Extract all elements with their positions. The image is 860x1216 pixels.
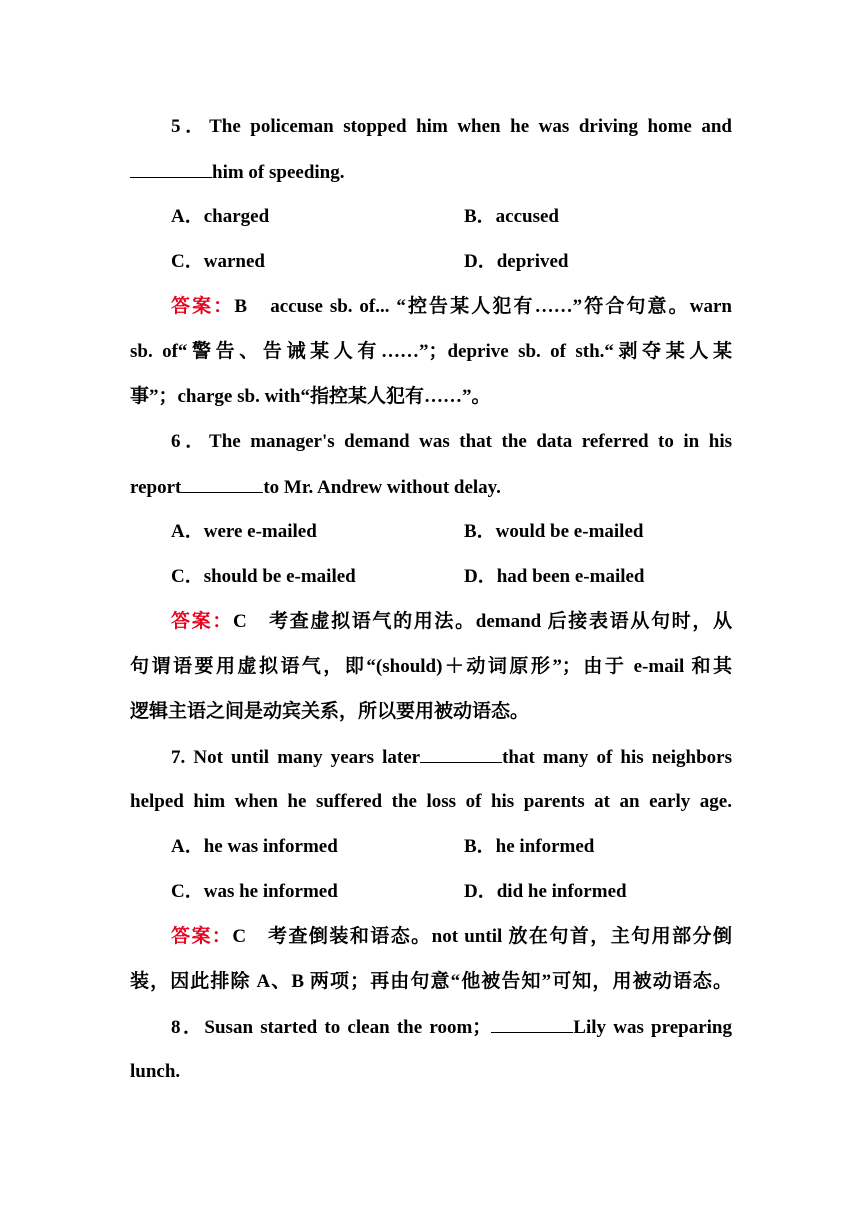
question-5-answer-line-2: sb. of“警告、告诫某人有……”；deprive sb. of sth.“剥夺某人某	[130, 341, 732, 362]
answer-blank	[130, 159, 212, 178]
question-7-option-c: C．was he informed	[171, 881, 338, 902]
question-5-option-d: D．deprived	[464, 251, 569, 272]
question-5-answer-line-3: 事”；charge sb. with“指控某人犯有……”。	[130, 386, 491, 407]
question-7-answer-line-2: 装，因此排除 A、B 两项；再由句意“他被告知”可知，用被动语态。	[130, 971, 732, 992]
question-7-option-d: D．did he informed	[464, 881, 627, 902]
question-7-stem-line-2: helped him when he suffered the loss of his parents at an early age.	[130, 791, 732, 812]
question-7-option-b: B．he informed	[464, 836, 595, 857]
answer-blank	[181, 474, 263, 493]
question-8-stem-line-1: 8．Susan started to clean the room； Lily was preparing	[171, 1014, 732, 1041]
question-6-option-d: D．had been e-mailed	[464, 566, 645, 587]
question-7-option-a: A．he was informed	[171, 836, 338, 857]
question-5-option-b: B．accused	[464, 206, 560, 227]
question-7-stem-line-1: 7. Not until many years later that many of his neighbors	[171, 744, 732, 771]
answer-blank	[420, 744, 502, 763]
question-6-stem-line-1: 6．The manager's demand was that the data referred to in his	[171, 431, 732, 452]
answer-blank	[491, 1014, 573, 1033]
question-6-answer-line-2: 句谓语要用虚拟语气，即“(should)＋动词原形”；由于 e-mail 和其	[130, 656, 732, 677]
question-6-option-b: B．would be e-mailed	[464, 521, 644, 542]
question-5-answer-line-1: 答案：B accuse sb. of... “控告某人犯有……”符合句意。warn	[171, 296, 732, 317]
question-6-option-a: A．were e-mailed	[171, 521, 317, 542]
question-5-option-a: A．charged	[171, 206, 270, 227]
question-7-answer-line-1: 答案：C 考查倒装和语态。not until 放在句首，主句用部分倒	[171, 926, 732, 947]
question-8-stem-line-2: lunch.	[130, 1061, 181, 1082]
question-5-stem-line-1: 5．The policeman stopped him when he was driving home and	[171, 116, 732, 137]
question-5-stem-line-2: him of speeding.	[130, 159, 732, 186]
question-6-answer-line-1: 答案：C 考查虚拟语气的用法。demand 后接表语从句时，从	[171, 611, 732, 632]
question-5-option-c: C．warned	[171, 251, 265, 272]
question-6-option-c: C．should be e-mailed	[171, 566, 356, 587]
answer-label: 答案：	[171, 611, 234, 632]
question-6-answer-line-3: 逻辑主语之间是动宾关系，所以要用被动语态。	[130, 701, 530, 722]
question-6-stem-line-2: report to Mr. Andrew without delay.	[130, 474, 732, 501]
answer-label: 答案：	[171, 296, 235, 317]
answer-label: 答案：	[171, 926, 233, 947]
